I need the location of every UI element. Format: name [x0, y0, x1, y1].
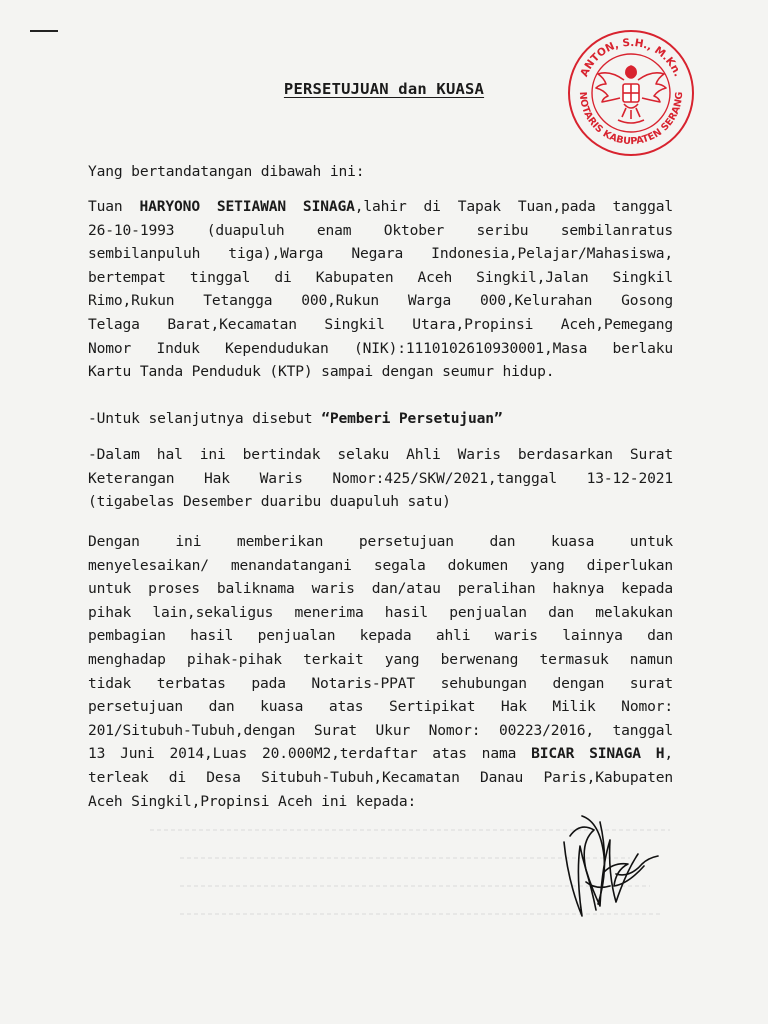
person-paragraph: Tuan HARYONO SETIAWAN SINAGA,lahir di Tapak Tuan,pada tanggal 26-10-1993 (duapuluh enam Oktober seribu sembilanratus sembilanpuluh tiga),Warga Negara Indonesia,Pelajar/Mahasiswa, bertempat tinggal di Kabupaten Aceh Singkil,Jalan Singkil Rimo,Rukun Tetangga 000,Rukun Warga 000,Kelurahan Gosong Telaga Barat,Kecamatan Singkil Utara,Propinsi Aceh,Pemegang Nomor Induk Kependudukan (NIK):1110102610930001,Masa berlaku Kartu Tanda Penduduk (KTP) sampai dengan seumur hidup.: [88, 198, 674, 381]
referred-paragraph: -Untuk selanjutnya disebut “Pemberi Persetujuan”: [88, 410, 503, 427]
consent-paragraph: Dengan ini memberikan persetujuan dan kuasa untuk menyelesaikan/ menandatangani segala dokumen yang diperlukan untuk proses baliknama waris dan/atau peralihan haknya kepada pihak lain,sekaligus menerima hasil penjualan dan melakukan pembagian hasil penjualan kepada ahli waris lainnya dan menghadap pihak-pihak terkait yang berwenang termasuk namun tidak terbatas pada Notaris-PPAT sehubungan dengan surat persetujuan dan kuasa atas Sertipikat Hak Milik Nomor: 201/Situbuh-Tubuh,dengan Surat Ukur Nomor: 00223/2016, tanggal 13 Juni 2014,Luas 20.000M2,terdaftar atas nama BICAR SINAGA H, terleak di Desa Situbuh-Tubuh,Kecamatan Danau Paris,Kabupaten Aceh Singkil,Propinsi Aceh ini kepada:: [88, 533, 673, 810]
corner-mark: [30, 30, 58, 32]
stamp-bottom-text: NOTARIS KABUPATEN SERANG: [576, 91, 686, 148]
owner-name: BICAR SINAGA H: [531, 745, 665, 763]
signature: [556, 812, 662, 922]
person-name: HARYONO SETIAWAN SINAGA: [139, 198, 355, 215]
referred-term: “Pemberi Persetujuan”: [321, 410, 503, 427]
heir-paragraph: -Dalam hal ini bertindak selaku Ahli Waris berdasarkan Surat Keterangan Hak Waris Nomor:425/SKW/2021,tanggal 13-12-2021 (tigabelas Desember duaribu duapuluh satu): [88, 446, 673, 511]
document-title: PERSETUJUAN dan KUASA: [283, 80, 485, 98]
stamp-top-text: ANTON, S.H., M.Kn.: [578, 36, 684, 79]
intro-paragraph: Yang bertandatangan dibawah ini:: [88, 163, 365, 180]
